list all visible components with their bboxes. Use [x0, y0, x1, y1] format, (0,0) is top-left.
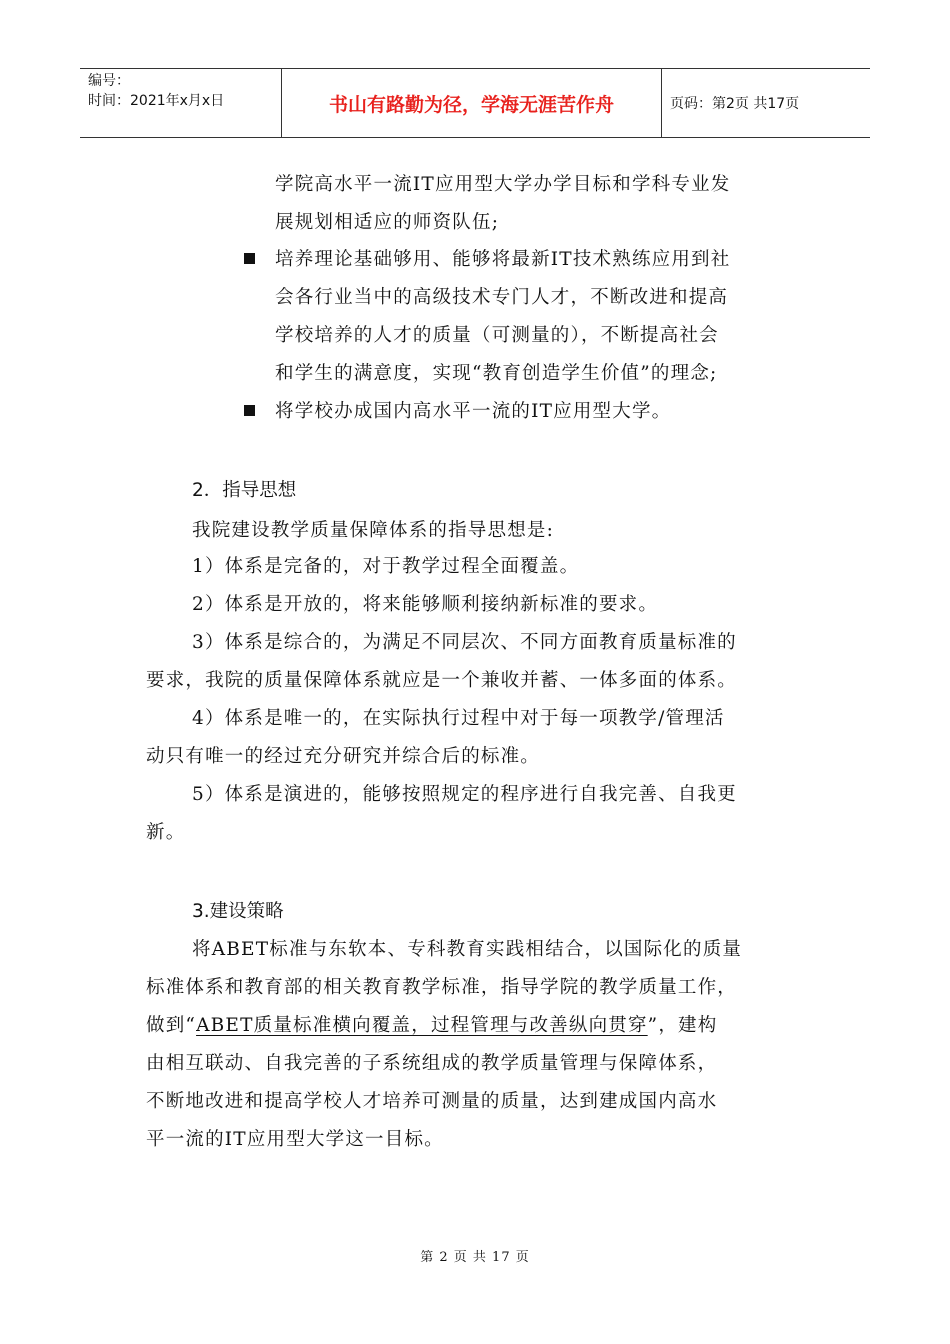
bullet-square-icon — [244, 253, 255, 264]
paragraph-line: 5）体系是演进的，能够按照规定的程序进行自我完善、自我更 — [192, 784, 737, 805]
paragraph-line: 4）体系是唯一的，在实际执行过程中对于每一项教学/管理活 — [192, 708, 725, 729]
paragraph-line: 动只有唯一的经过充分研究并综合后的标准。 — [146, 746, 541, 767]
paragraph-line: 平一流的IT应用型大学这一目标。 — [146, 1129, 444, 1150]
header-motto: 书山有路勤为径，学海无涯苦作舟 — [328, 93, 614, 116]
paragraph-line: 不断地改进和提高学校人才培养可测量的质量，达到建成国内高水 — [146, 1091, 718, 1112]
goal-bullet-line: 会各行业当中的高级技术专门人才，不断改进和提高 — [275, 287, 729, 308]
underlined-phrase: ABET质量标准横向覆盖，过程管理与改善纵向贯穿 — [196, 1015, 648, 1036]
paragraph-line: 2）体系是开放的，将来能够顺利接纳新标准的要求。 — [192, 594, 659, 615]
goal-continued-line: 学院高水平一流IT应用型大学办学目标和学科专业发 — [275, 174, 731, 195]
paragraph-line: 我院建设教学质量保障体系的指导思想是: — [192, 520, 555, 541]
header-meta — [80, 69, 280, 137]
page-header — [80, 68, 870, 138]
paragraph-line: 标准体系和教育部的相关教育教学标准，指导学院的教学质量工作， — [146, 977, 738, 998]
paragraph-line: 3）体系是综合的，为满足不同层次、不同方面教育质量标准的 — [192, 632, 737, 653]
page-footer: 第 2 页 共 17 页 — [420, 1250, 530, 1265]
goal-bullet-line: 学校培养的人才的质量（可测量的），不断提高社会 — [275, 325, 719, 346]
paragraph-line: 要求，我院的质量保障体系就应是一个兼收并蓄、一体多面的体系。 — [146, 670, 738, 691]
paragraph-line: 将ABET标准与东软本、专科教育实践相结合，以国际化的质量 — [192, 939, 743, 960]
header-divider — [661, 69, 662, 137]
time-label: 时间：2021年x月x日 — [88, 93, 225, 109]
section-heading: 2．指导思想 — [192, 480, 297, 501]
paragraph-line: 由相互联动、自我完善的子系统组成的教学质量管理与保障体系， — [146, 1053, 718, 1074]
paragraph-line — [146, 1011, 717, 1037]
goal-bullet-line: 培养理论基础够用、能够将最新IT技术熟练应用到社 — [275, 249, 731, 270]
goal-continued-line: 展规划相适应的师资队伍; — [275, 212, 500, 233]
goal-bullet-line: 将学校办成国内高水平一流的IT应用型大学。 — [275, 401, 672, 422]
header-page-info: 页码：第2页 共17页 — [670, 96, 800, 112]
bullet-square-icon — [244, 405, 255, 416]
number-label: 编号： — [88, 73, 130, 89]
section-heading: 3.建设策略 — [192, 901, 284, 922]
goal-bullet-line: 和学生的满意度，实现“教育创造学生价值”的理念; — [275, 363, 718, 384]
quote-close: ”，建构 — [647, 1015, 718, 1036]
paragraph-line: 1）体系是完备的，对于教学过程全面覆盖。 — [192, 556, 580, 577]
paragraph-line: 新。 — [146, 822, 186, 843]
quote-open: 做到“ — [146, 1015, 197, 1036]
